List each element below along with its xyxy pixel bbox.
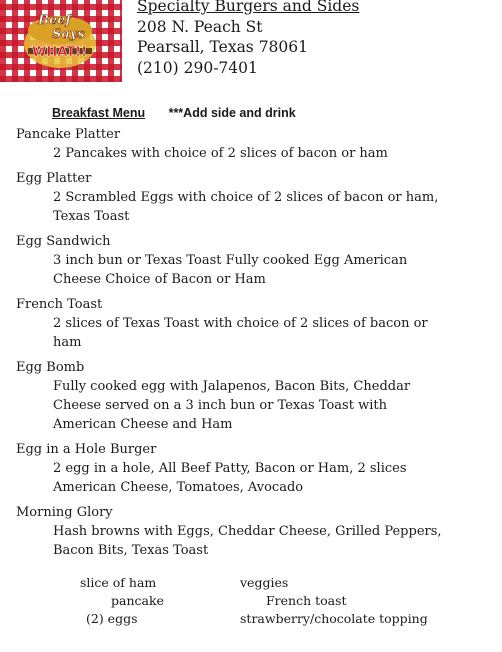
item-desc-line: 2 egg in a hole, All Beef Patty, Bacon or Ham, 2 slices xyxy=(53,461,407,476)
restaurant-name: Specialty Burgers and Sides xyxy=(137,0,360,15)
address: 208 N. Peach St xyxy=(137,17,263,36)
item-desc-line: American Cheese, Tomatoes, Avocado xyxy=(53,480,304,495)
menu-items xyxy=(16,125,496,566)
extra-left: slice of ham xyxy=(80,575,157,590)
extra-right: strawberry/chocolate topping xyxy=(240,611,428,626)
item-desc-line: Cheese Choice of Bacon or Ham xyxy=(53,272,266,287)
item-name: Egg in a Hole Burger xyxy=(16,442,157,457)
item-desc-line: 2 slices of Texas Toast with choice of 2 slices of bacon or xyxy=(53,316,428,331)
item-desc-line: American Cheese and Ham xyxy=(53,417,233,432)
item-desc-line: 2 Pancakes with choice of 2 slices of bacon or ham xyxy=(53,146,388,161)
extra-right: French toast xyxy=(266,593,347,608)
logo-line-1: Beef xyxy=(38,13,72,28)
menu-item xyxy=(16,440,496,497)
menu-title: Breakfast Menu xyxy=(52,106,146,120)
menu-item xyxy=(16,503,496,560)
item-name: Egg Bomb xyxy=(16,360,85,375)
item-desc-line: Cheese served on a 3 inch bun or Texas Toast with xyxy=(53,398,387,413)
city: Pearsall, Texas 78061 xyxy=(137,38,308,56)
item-desc-line: Hash browns with Eggs, Cheddar Cheese, Grilled Peppers, xyxy=(53,524,442,539)
item-desc-line: Bacon Bits, Texas Toast xyxy=(53,543,209,558)
logo-line-2: Says xyxy=(52,27,85,42)
item-desc-line: 3 inch bun or Texas Toast Fully cooked Egg American xyxy=(53,253,408,268)
logo-line-3: WHAT!! xyxy=(32,45,87,60)
item-name: Egg Sandwich xyxy=(16,234,111,249)
logo xyxy=(0,0,122,82)
item-desc-line: Fully cooked egg with Jalapenos, Bacon Bits, Cheddar xyxy=(53,379,411,394)
menu-item xyxy=(16,358,496,434)
extra-left: pancake xyxy=(111,593,164,608)
item-name: Egg Platter xyxy=(16,171,92,186)
menu-item xyxy=(16,232,496,289)
item-name: French Toast xyxy=(16,297,103,312)
menu-item xyxy=(16,169,496,226)
extra-right: veggies xyxy=(240,575,289,590)
item-name: Pancake Platter xyxy=(16,127,121,142)
menu-note: ***Add side and drink xyxy=(168,106,296,120)
item-desc-line: ham xyxy=(53,335,82,350)
burger-logo-icon xyxy=(0,0,122,82)
header xyxy=(137,0,359,78)
menu-item xyxy=(16,125,496,163)
item-name: Morning Glory xyxy=(16,505,113,520)
item-desc-line: 2 Scrambled Eggs with choice of 2 slices of bacon or ham, xyxy=(53,190,439,205)
extra-left: (2) eggs xyxy=(86,611,138,626)
menu-item xyxy=(16,295,496,352)
phone: (210) 290-7401 xyxy=(137,58,258,77)
menu-title-row xyxy=(52,106,296,120)
item-desc-line: Texas Toast xyxy=(53,209,130,224)
